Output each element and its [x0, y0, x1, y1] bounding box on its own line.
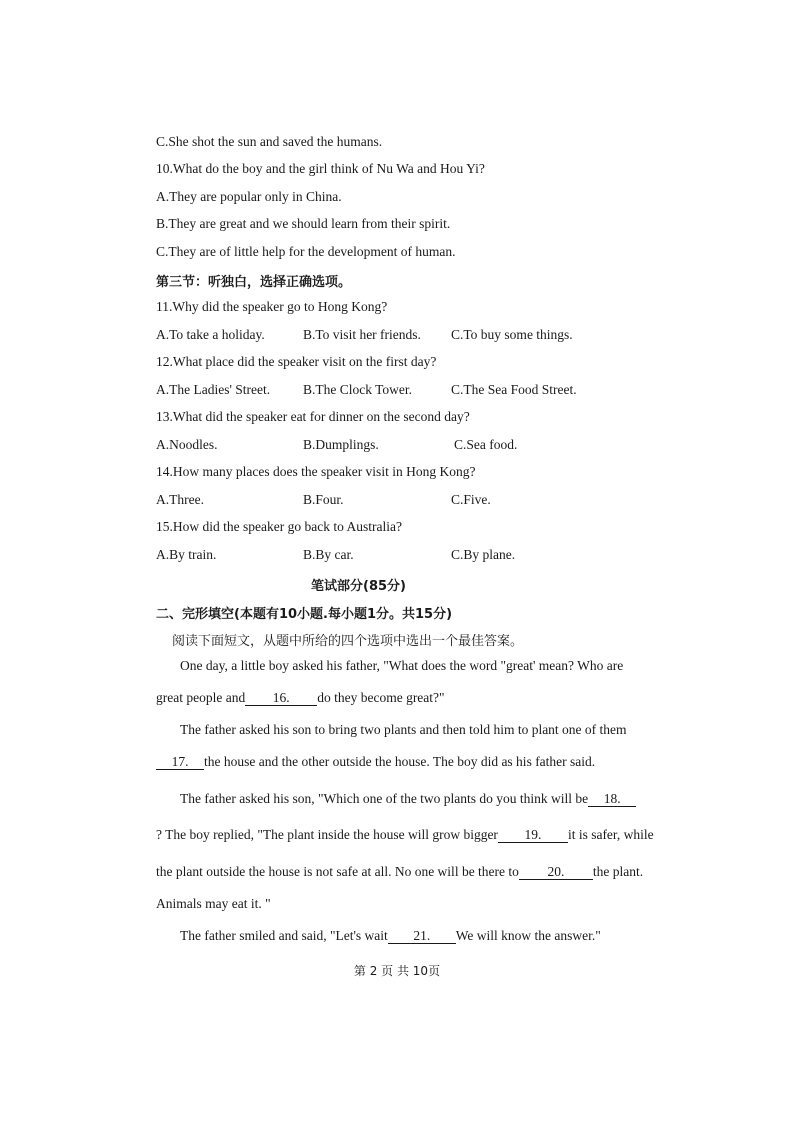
passage-text: the house and the other outside the house. The boy did as his father said. [204, 754, 596, 769]
passage-line [156, 754, 595, 770]
q13-option-c: C.Sea food. [454, 437, 518, 452]
passage-text: The father smiled and said, "Let's wait [180, 928, 388, 943]
q14-option-c: C.Five. [451, 492, 491, 507]
q12-option-c: C.The Sea Food Street. [451, 382, 577, 397]
q10-question: 10.What do the boy and the girl think of Nu Wa and Hou Yi? [156, 161, 485, 176]
q15-option-a: A.By train. [156, 547, 217, 562]
q15-option-b: B.By car. [303, 547, 354, 562]
passage-line [180, 928, 601, 944]
passage-text: the plant. [592, 864, 644, 879]
q9-option-c: C.She shot the sun and saved the humans. [156, 134, 383, 149]
blank-19: 19. [498, 828, 568, 843]
q11-option-b: B.To visit her friends. [303, 327, 421, 342]
q11-option-a: A.To take a holiday. [156, 327, 265, 342]
q14-option-a: A.Three. [156, 492, 204, 507]
cloze-instruction: 阅读下面短文，从题中所给的四个选项中选出一个最佳答案。 [172, 634, 524, 649]
q10-option-b: B.They are great and we should learn from their spirit. [156, 216, 451, 231]
q14-option-b: B.Four. [303, 492, 344, 507]
passage-line: One day, a little boy asked his father, "What does the word "great' mean? Who are [180, 658, 624, 673]
written-part-title: 笔试部分(85分) [311, 579, 406, 594]
q10-option-c: C.They are of little help for the development of human. [156, 244, 456, 259]
blank-18: 18. [588, 792, 636, 807]
passage-line: The father asked his son to bring two plants and then told him to plant one of them [180, 722, 627, 737]
blank-17: 17. [156, 755, 204, 770]
q13-option-b: B.Dumplings. [303, 437, 379, 452]
cloze-heading: 二、完形填空(本题有10小题.每小题1分。共15分) [156, 607, 453, 622]
passage-line [156, 827, 654, 843]
q15-question: 15.How did the speaker go back to Australia? [156, 519, 402, 534]
q11-question: 11.Why did the speaker go to Hong Kong? [156, 299, 388, 314]
section3-heading: 第三节：听独白，选择正确选项。 [156, 275, 352, 290]
passage-text: the plant outside the house is not safe at all. No one will be there to [156, 864, 519, 879]
passage-text: The father asked his son, "Which one of the two plants do you think will be [180, 791, 589, 806]
q10-option-a: A.They are popular only in China. [156, 189, 342, 204]
q13-question: 13.What did the speaker eat for dinner on the second day? [156, 409, 470, 424]
q12-option-a: A.The Ladies' Street. [156, 382, 271, 397]
q12-option-b: B.The Clock Tower. [303, 382, 413, 397]
passage-text: great people and [156, 690, 246, 705]
passage-line [156, 864, 643, 880]
passage-line [180, 791, 636, 807]
q13-option-a: A.Noodles. [156, 437, 218, 452]
q14-question: 14.How many places does the speaker visit in Hong Kong? [156, 464, 476, 479]
passage-text: do they become great?" [317, 690, 445, 705]
passage-text: We will know the answer." [455, 928, 601, 943]
q11-option-c: C.To buy some things. [451, 327, 573, 342]
blank-16: 16. [245, 691, 317, 706]
page-footer: 第 2 页 共 10页 [353, 964, 441, 978]
q15-option-c: C.By plane. [451, 547, 516, 562]
blank-20: 20. [519, 865, 593, 880]
passage-line: Animals may eat it. " [156, 896, 271, 911]
passage-line [156, 690, 445, 706]
passage-text: ? The boy replied, "The plant inside the house will grow bigger [156, 827, 498, 842]
blank-21: 21. [388, 929, 456, 944]
q12-question: 12.What place did the speaker visit on the first day? [156, 354, 437, 369]
passage-text: it is safer, while [567, 827, 654, 842]
